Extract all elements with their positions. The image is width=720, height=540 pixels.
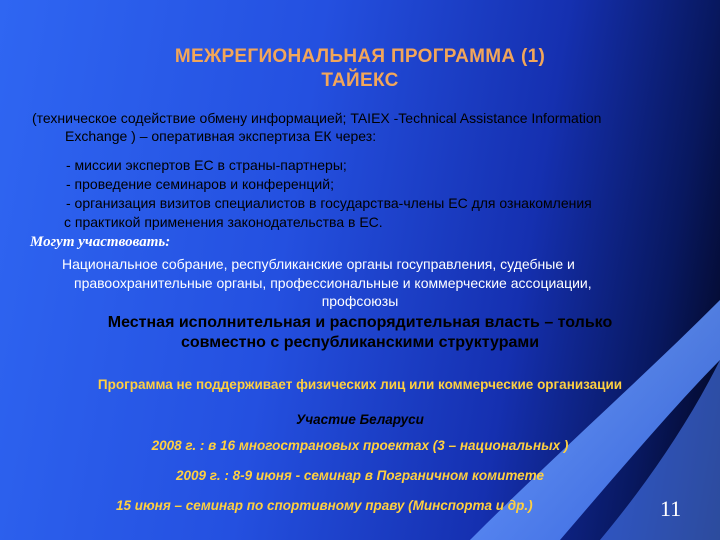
program-notice: Программа не поддерживает физических лиц или коммерческие организации [97, 377, 623, 392]
bullet-visits: - организация визитов специалистов в государства-члены ЕС для ознакомления [66, 195, 592, 211]
intro-line1: (техническое содействие обмену информацией; TAIEX -Technical Assistance Information [32, 110, 602, 126]
participants-line2: правоохранительные органы, профессиональные и коммерческие ассоциации, [74, 275, 592, 291]
intro-line2: Exchange ) – оперативная экспертиза ЕК через: [65, 128, 377, 144]
bullet-visits-cont: с практикой применения законодательства в ЕС. [64, 214, 383, 230]
belarus-item-2008: 2008 г. : в 16 многострановых проектах (3 – национальных ) [151, 438, 569, 453]
local-power-line1: Местная исполнительная и распорядительная власть – только [107, 314, 613, 331]
bullet-missions: - миссии экспертов ЕС в страны-партнеры; [66, 157, 347, 173]
participants-line1: Национальное собрание, республиканские органы госуправления, судебные и [62, 256, 575, 272]
belarus-item-june15: 15 июня – семинар по спортивному праву (Минспорта и др.) [116, 498, 533, 513]
belarus-item-2009: 2009 г. : 8-9 июня - семинар в Пограничном комитете [176, 468, 544, 483]
local-power-line2: совместно с республиканскими структурами [180, 334, 540, 351]
bullet-seminars: - проведение семинаров и конференций; [66, 176, 334, 192]
slide-title-line2: ТАЙЕКС [321, 70, 399, 91]
participants-heading: Могут участвовать: [30, 234, 171, 250]
participants-line3: профсоюзы [321, 293, 399, 309]
belarus-heading: Участие Беларуси [296, 412, 424, 427]
slide-number: 11 [660, 496, 682, 521]
slide-title-line1: МЕЖРЕГИОНАЛЬНАЯ ПРОГРАММА (1) [174, 46, 546, 67]
